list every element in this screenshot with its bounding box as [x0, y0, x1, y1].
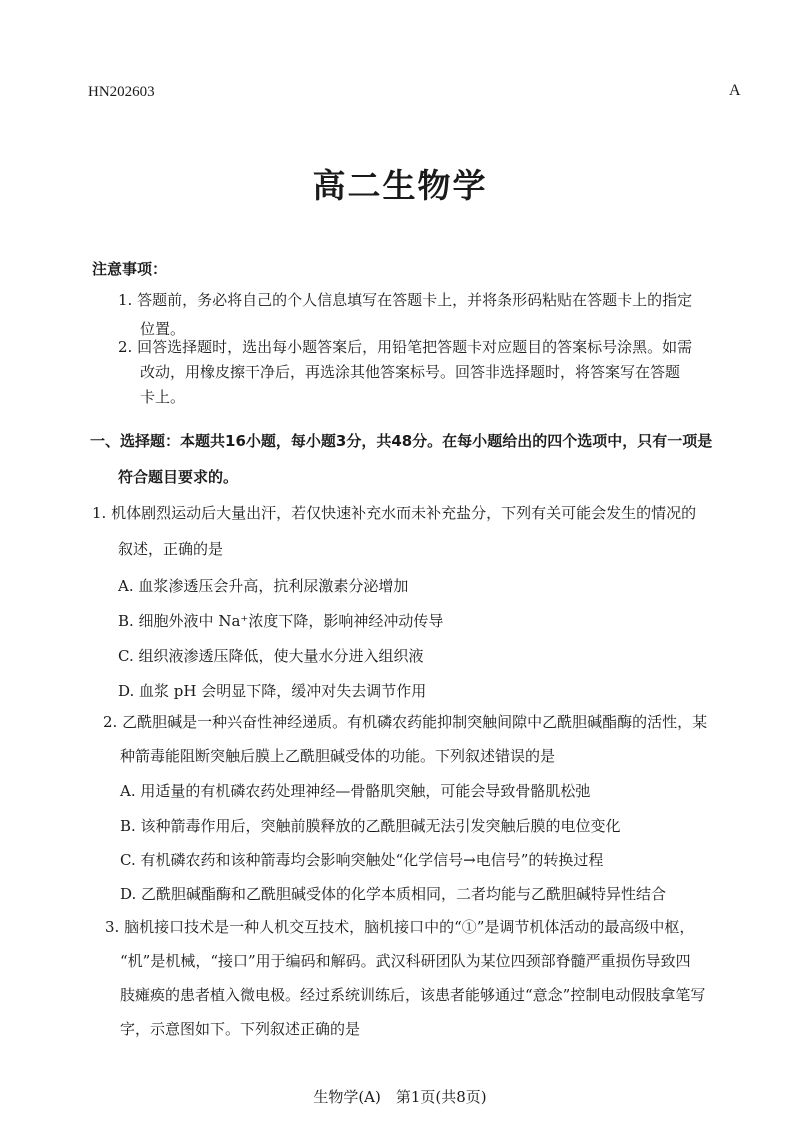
question-2-option-c: C. 有机磷农药和该种箭毒均会影响突触处“化学信号→电信号”的转换过程: [120, 851, 604, 869]
page-footer: 生物学(A) 第1页(共8页): [313, 1088, 487, 1106]
question-3-stem-cont: “机”是机械，“接口”用于编码和解码。武汉科研团队为某位四颈部脊髓严重损伤导致四: [120, 952, 691, 970]
question-1-option-a: A. 血浆渗透压会升高，抗利尿激素分泌增加: [118, 577, 409, 595]
question-2-option-d: D. 乙酰胆碱酯酶和乙酰胆碱受体的化学本质相同，二者均能与乙酰胆碱特异性结合: [120, 885, 667, 903]
question-1-stem-cont: 叙述，正确的是: [118, 540, 224, 558]
notice-line: 卡上。: [140, 388, 186, 406]
notice-line: 2. 回答选择题时，选出每小题答案后，用铅笔把答题卡对应题目的答案标号涂黑。如需: [118, 338, 693, 356]
question-3-stem-cont: 字，示意图如下。下列叙述正确的是: [120, 1020, 361, 1038]
page-title: 高二生物学: [312, 166, 488, 205]
question-1-option-b: B. 细胞外液中 Na⁺浓度下降，影响神经冲动传导: [118, 612, 444, 630]
question-3-stem-cont: 肢瘫痪的患者植入微电极。经过系统训练后，该患者能够通过“意念”控制电动假肢拿笔写: [120, 986, 706, 1004]
exam-version: A: [729, 82, 741, 99]
question-2-option-a: A. 用适量的有机磷农药处理神经—骨骼肌突触，可能会导致骨骼肌松弛: [120, 782, 591, 800]
notice-line: 改动，用橡皮擦干净后，再选涂其他答案标号。回答非选择题时，将答案写在答题: [140, 363, 681, 381]
question-2-stem-cont: 种箭毒能阻断突触后膜上乙酰胆碱受体的功能。下列叙述错误的是: [120, 747, 556, 765]
exam-code: HN202603: [88, 84, 155, 100]
question-1-stem: 1. 机体剧烈运动后大量出汗，若仅快速补充水而未补充盐分，下列有关可能会发生的情况的: [92, 504, 697, 522]
section-heading-cont: 符合题目要求的。: [118, 468, 239, 486]
notice-heading: 注意事项：: [92, 260, 168, 278]
question-3-stem: 3. 脑机接口技术是一种人机交互技术，脑机接口中的“①”是调节机体活动的最高级中枢，: [105, 918, 695, 936]
question-2-option-b: B. 该种箭毒作用后，突触前膜释放的乙酰胆碱无法引发突触后膜的电位变化: [120, 817, 621, 835]
notice-line: 位置。: [140, 320, 186, 338]
section-heading: 一、选择题：本题共16小题，每小题3分，共48分。在每小题给出的四个选项中，只有一项是: [90, 432, 713, 450]
question-1-option-c: C. 组织液渗透压降低，使大量水分进入组织液: [118, 647, 424, 665]
notice-line: 1. 答题前，务必将自己的个人信息填写在答题卡上，并将条形码粘贴在答题卡上的指定: [118, 291, 693, 309]
question-1-option-d: D. 血浆 pH 会明显下降，缓冲对失去调节作用: [118, 682, 427, 700]
question-2-stem: 2. 乙酰胆碱是一种兴奋性神经递质。有机磷农药能抑制突触间隙中乙酰胆碱酯酶的活性，某: [103, 713, 708, 731]
